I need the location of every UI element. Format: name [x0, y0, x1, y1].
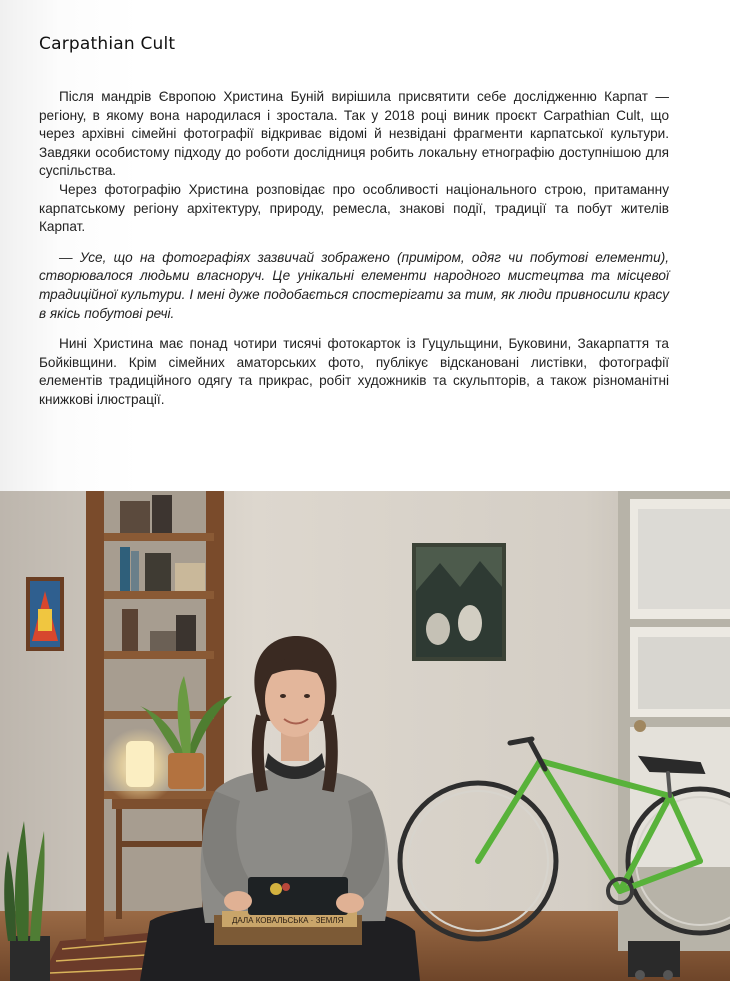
article-body — [39, 88, 669, 410]
wall-painting — [412, 543, 506, 661]
article-paragraph: Через фотографію Христина розповідає про особливості національного строю, притаманну карпатському регіону архітектуру, природу, ремесла, знакові події, традиції та побут жителів Карпат. — [39, 181, 669, 235]
book-spine-label: ДАЛА КОВАЛЬСЬКА · ЗЕМЛЯ — [232, 916, 344, 925]
article-paragraph: Нині Христина має понад чотири тисячі фотокарток із Гуцульщини, Буковини, Закарпаття та Бойківщини. Крім сімейних аматорських фото, публікує відскановані листівки, фотографії елементів традиційного одягу та прикрас, робіт художників та скульпторів, а також різноманітні книжкові ілюстрації. — [39, 336, 669, 407]
portrait-photo — [0, 491, 730, 981]
folk-painting — [26, 577, 64, 651]
photo-illustration — [0, 491, 730, 981]
door — [618, 491, 730, 951]
article-quote: — Усе, що на фотографіях зазвичай зображено (приміром, одяг чи побутові елементи), створювалося людьми власноруч. Це унікальні елементи народного мистецтва та місцевої традиційної культури. І мені дуже подобається спостерігати за тим, як люди привносили красу в якісь побутові речі. — [39, 249, 669, 321]
floor-box — [628, 941, 680, 980]
page-title: Carpathian Cult — [39, 34, 176, 54]
article-paragraph: Після мандрів Європою Христина Буній вирішила присвятити себе дослідженню Карпат — регіону, в якому вона народилася і зростала. Так у 2018 році виник проєкт Carpathian Cult, що через архівні сімейні фотографії відкриває відомі й незвідані фрагменти карпатської культури. Завдяки особистому підходу до роботи дослідниця робить локальну етнографію доступнішою для суспільства. — [39, 89, 669, 179]
